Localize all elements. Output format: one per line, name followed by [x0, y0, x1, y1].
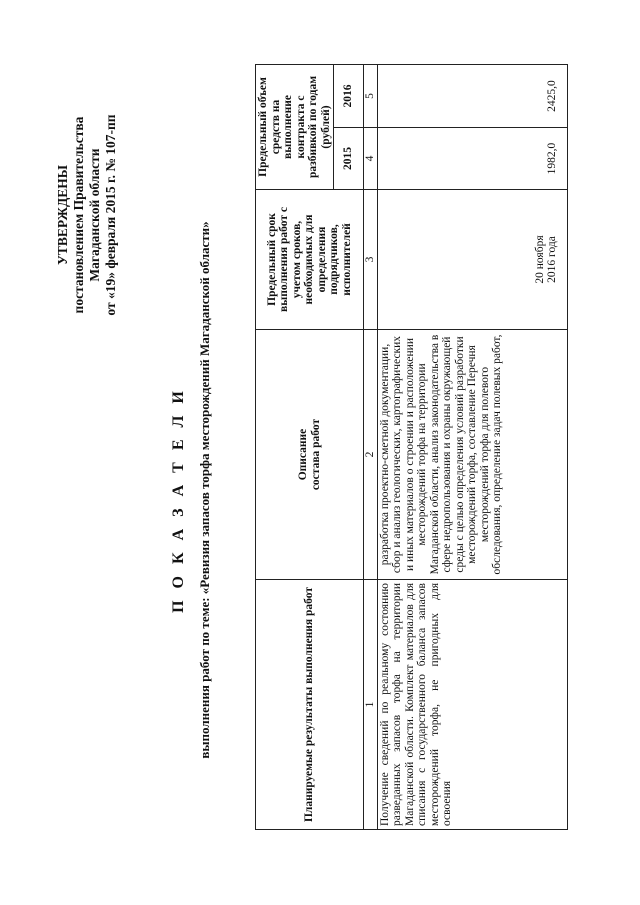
document-subtitle: выполнения работ по теме: «Ревизия запасов торфа месторождений Магаданской области» — [197, 221, 212, 759]
approval-line-region: Магаданской области — [87, 148, 102, 282]
column-number-3: 3 — [364, 190, 378, 330]
header-funding: Предельный объем средств на выполнение контракта с разбивкой по годам (рублей) — [256, 65, 334, 190]
approval-line-date: от «19» февраля 2015 г. № 107-пп — [103, 114, 118, 316]
approval-block — [55, 55, 119, 375]
header-work-description — [256, 330, 364, 580]
header-work-description-line1: Описание — [297, 428, 309, 481]
header-work-description-line2: состава работ — [309, 418, 322, 491]
column-number-5: 5 — [364, 65, 378, 128]
column-number-1: 1 — [364, 580, 378, 830]
cell-deadline — [377, 190, 567, 330]
cell-planned-results: Получение сведений по реальному состоянию разведанных запасов торфа на территории Магаданской области. Комплект материалов для списания с государственного баланса запасов месторождений торфа, не пригодных для освоения — [377, 580, 567, 830]
header-planned-results: Планируемые результаты выполнения работ — [256, 580, 364, 830]
column-number-4: 4 — [364, 128, 378, 190]
indicators-table — [255, 64, 568, 830]
cell-amount-2016: 2425,0 — [377, 65, 567, 128]
approval-line-decree: постановлением Правительства — [71, 116, 86, 314]
header-year-2016: 2016 — [334, 65, 364, 128]
header-deadline: Предельный срок выполнения работ с учетом сроков, необходимых для определения подрядчиков, исполнителей — [256, 190, 364, 330]
header-year-2015: 2015 — [334, 128, 364, 190]
cell-deadline-line2: 2016 года — [546, 236, 558, 283]
cell-amount-2015: 1982,0 — [377, 128, 567, 190]
cell-deadline-line1: 20 ноября — [533, 235, 546, 284]
cell-work-description: разработка проектно-сметной документации, сбор и анализ геологических, картографических и иных материалов о строении и расположении месторождений торфа на территории Магаданской области, анализ законодательства в сфере недропользования и охраны окружающей среды с целью определения условий разработки месторождений торфа, составление Перечня месторождений торфа для полевого обследования, определение задач полевых работ, — [377, 330, 567, 580]
column-number-2: 2 — [364, 330, 378, 580]
document-title: П О К А З А Т Е Л И — [170, 387, 187, 613]
approval-heading: УТВЕРЖДЕНЫ — [55, 164, 70, 266]
